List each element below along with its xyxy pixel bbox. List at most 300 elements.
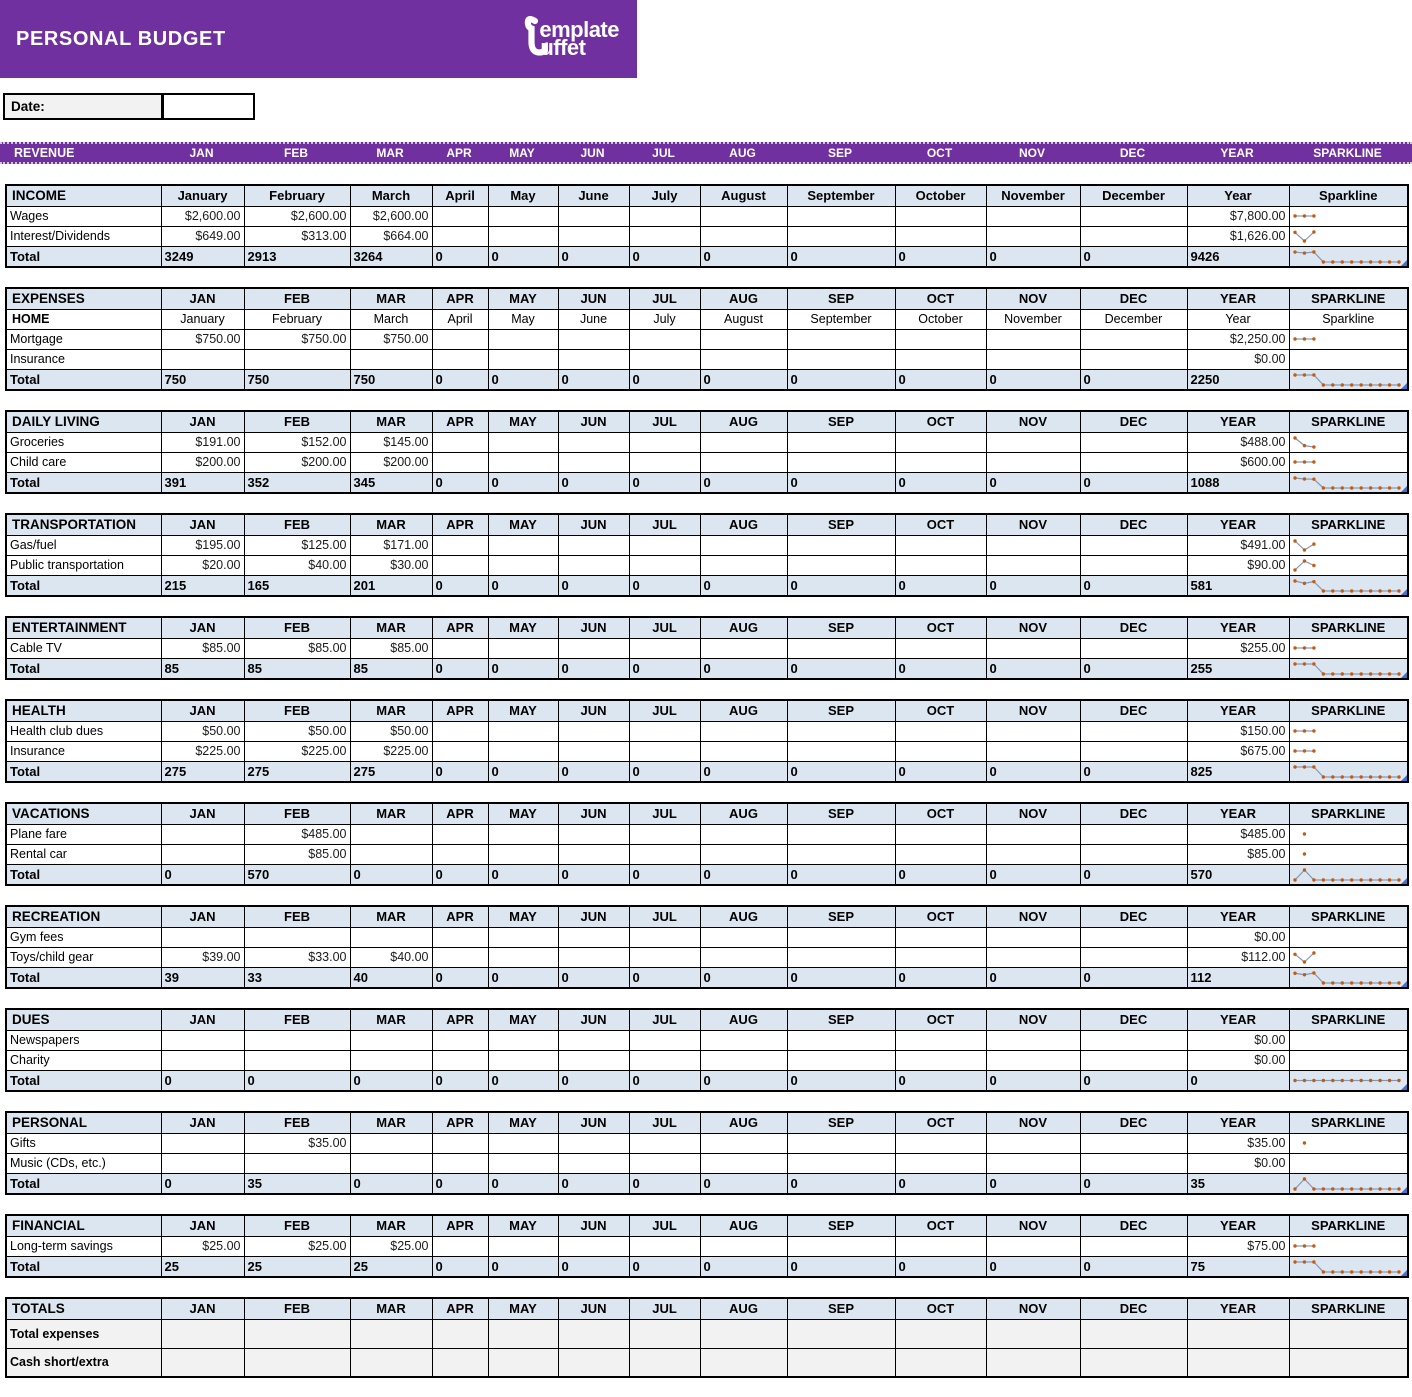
cell-gifts-may[interactable]: [488, 1133, 558, 1153]
cell-expenses-total-jun[interactable]: 0: [558, 369, 629, 390]
cell-daily-living-total-label[interactable]: Total: [6, 472, 161, 493]
header-daily-living-aug[interactable]: AUG: [700, 411, 787, 432]
cell-rental-car-jan[interactable]: [161, 844, 244, 864]
header-totals-aug[interactable]: AUG: [700, 1298, 787, 1319]
cell-entertainment-total-mar[interactable]: 85: [350, 658, 432, 679]
cell-transportation-total-jul[interactable]: 0: [629, 575, 700, 596]
cell-vacations-total-dec[interactable]: 0: [1080, 864, 1187, 885]
cell-personal-total-jun[interactable]: 0: [558, 1173, 629, 1194]
cell-financial-total-jun[interactable]: 0: [558, 1256, 629, 1277]
header-transportation-year[interactable]: YEAR: [1187, 514, 1289, 535]
cell-income-total-feb[interactable]: 2913: [244, 246, 350, 267]
cell-insurance-label[interactable]: Insurance: [6, 349, 161, 369]
cell-child-care-sep[interactable]: [787, 452, 895, 472]
cell-toys-child-gear-jun[interactable]: [558, 947, 629, 967]
cell-newspapers-may[interactable]: [488, 1030, 558, 1050]
header-personal-year[interactable]: YEAR: [1187, 1112, 1289, 1133]
cell-health-club-dues-sep[interactable]: [787, 721, 895, 741]
cell-financial-total-nov[interactable]: 0: [986, 1256, 1080, 1277]
cell-child-care-jul[interactable]: [629, 452, 700, 472]
cell-gas-fuel-sparkline[interactable]: [1289, 535, 1408, 555]
header-dues-sparkline[interactable]: SPARKLINE: [1289, 1009, 1408, 1030]
cell-daily-living-total-nov[interactable]: 0: [986, 472, 1080, 493]
header-financial-jun[interactable]: JUN: [558, 1215, 629, 1236]
cell-expenses-total-label[interactable]: Total: [6, 369, 161, 390]
cell-financial-total-label[interactable]: Total: [6, 1256, 161, 1277]
cell-total-expenses-jan[interactable]: [161, 1319, 244, 1348]
cell-gifts-dec[interactable]: [1080, 1133, 1187, 1153]
cell-recreation-total-sep[interactable]: 0: [787, 967, 895, 988]
cell-interest-dividends-dec[interactable]: [1080, 226, 1187, 246]
cell-gifts-label[interactable]: Gifts: [6, 1133, 161, 1153]
cell-toys-child-gear-may[interactable]: [488, 947, 558, 967]
cell-charity-feb[interactable]: [244, 1050, 350, 1070]
cell-public-transportation-feb[interactable]: $40.00: [244, 555, 350, 575]
cell-cash-short-extra-jun[interactable]: [558, 1348, 629, 1377]
cell-toys-child-gear-aug[interactable]: [700, 947, 787, 967]
cell-interest-dividends-feb[interactable]: $313.00: [244, 226, 350, 246]
cell-daily-living-total-dec[interactable]: 0: [1080, 472, 1187, 493]
cell-dues-total-feb[interactable]: 0: [244, 1070, 350, 1091]
cell-child-care-nov[interactable]: [986, 452, 1080, 472]
cell-newspapers-sparkline[interactable]: [1289, 1030, 1408, 1050]
cell-income-total-dec[interactable]: 0: [1080, 246, 1187, 267]
cell-vacations-total-apr[interactable]: 0: [432, 864, 488, 885]
header-vacations-jan[interactable]: JAN: [161, 803, 244, 824]
cell-long-term-savings-aug[interactable]: [700, 1236, 787, 1256]
header-financial-apr[interactable]: APR: [432, 1215, 488, 1236]
cell-groceries-jul[interactable]: [629, 432, 700, 452]
cell-recreation-total-year[interactable]: 112: [1187, 967, 1289, 988]
cell-daily-living-total-jun[interactable]: 0: [558, 472, 629, 493]
cell-insurance-year[interactable]: $675.00: [1187, 741, 1289, 761]
header-health-mar[interactable]: MAR: [350, 700, 432, 721]
cell-interest-dividends-jun[interactable]: [558, 226, 629, 246]
header-health-year[interactable]: YEAR: [1187, 700, 1289, 721]
cell-recreation-total-mar[interactable]: 40: [350, 967, 432, 988]
cell-health-total-aug[interactable]: 0: [700, 761, 787, 782]
cell-gas-fuel-may[interactable]: [488, 535, 558, 555]
cell-health-total-dec[interactable]: 0: [1080, 761, 1187, 782]
cell-rental-car-mar[interactable]: [350, 844, 432, 864]
header-personal-jan[interactable]: JAN: [161, 1112, 244, 1133]
cell-transportation-total-apr[interactable]: 0: [432, 575, 488, 596]
header-recreation-jan[interactable]: JAN: [161, 906, 244, 927]
cell-gifts-nov[interactable]: [986, 1133, 1080, 1153]
cell-cash-short-extra-jan[interactable]: [161, 1348, 244, 1377]
cell-long-term-savings-apr[interactable]: [432, 1236, 488, 1256]
header-vacations-may[interactable]: MAY: [488, 803, 558, 824]
header-totals-dec[interactable]: DEC: [1080, 1298, 1187, 1319]
subheader-january[interactable]: January: [161, 309, 244, 329]
subheader-october[interactable]: October: [895, 309, 986, 329]
cell-child-care-jun[interactable]: [558, 452, 629, 472]
header-expenses-mar[interactable]: MAR: [350, 288, 432, 309]
cell-health-club-dues-may[interactable]: [488, 721, 558, 741]
cell-total-expenses-sparkline[interactable]: [1289, 1319, 1408, 1348]
cell-recreation-total-jul[interactable]: 0: [629, 967, 700, 988]
cell-insurance-apr[interactable]: [432, 349, 488, 369]
header-financial-jul[interactable]: JUL: [629, 1215, 700, 1236]
cell-dues-total-aug[interactable]: 0: [700, 1070, 787, 1091]
cell-dues-total-oct[interactable]: 0: [895, 1070, 986, 1091]
header-dues-sep[interactable]: SEP: [787, 1009, 895, 1030]
cell-insurance-sparkline[interactable]: [1289, 741, 1408, 761]
cell-rental-car-oct[interactable]: [895, 844, 986, 864]
cell-entertainment-total-nov[interactable]: 0: [986, 658, 1080, 679]
cell-toys-child-gear-oct[interactable]: [895, 947, 986, 967]
cell-newspapers-jun[interactable]: [558, 1030, 629, 1050]
cell-cable-tv-feb[interactable]: $85.00: [244, 638, 350, 658]
header-dues-jul[interactable]: JUL: [629, 1009, 700, 1030]
header-health-nov[interactable]: NOV: [986, 700, 1080, 721]
cell-insurance-oct[interactable]: [895, 349, 986, 369]
cell-total-expenses-sep[interactable]: [787, 1319, 895, 1348]
cell-gas-fuel-nov[interactable]: [986, 535, 1080, 555]
cell-financial-total-year[interactable]: 75: [1187, 1256, 1289, 1277]
header-income-january[interactable]: January: [161, 185, 244, 206]
cell-gym-fees-dec[interactable]: [1080, 927, 1187, 947]
header-expenses-sparkline[interactable]: SPARKLINE: [1289, 288, 1408, 309]
cell-cash-short-extra-feb[interactable]: [244, 1348, 350, 1377]
cell-health-total-nov[interactable]: 0: [986, 761, 1080, 782]
cell-child-care-year[interactable]: $600.00: [1187, 452, 1289, 472]
header-totals-sep[interactable]: SEP: [787, 1298, 895, 1319]
header-expenses-apr[interactable]: APR: [432, 288, 488, 309]
cell-financial-total-feb[interactable]: 25: [244, 1256, 350, 1277]
cell-personal-total-mar[interactable]: 0: [350, 1173, 432, 1194]
cell-entertainment-total-aug[interactable]: 0: [700, 658, 787, 679]
header-vacations-feb[interactable]: FEB: [244, 803, 350, 824]
cell-dues-total-jul[interactable]: 0: [629, 1070, 700, 1091]
cell-toys-child-gear-jul[interactable]: [629, 947, 700, 967]
cell-mortgage-oct[interactable]: [895, 329, 986, 349]
cell-child-care-feb[interactable]: $200.00: [244, 452, 350, 472]
header-personal-oct[interactable]: OCT: [895, 1112, 986, 1133]
cell-groceries-jan[interactable]: $191.00: [161, 432, 244, 452]
cell-financial-total-mar[interactable]: 25: [350, 1256, 432, 1277]
cell-charity-sep[interactable]: [787, 1050, 895, 1070]
header-totals-oct[interactable]: OCT: [895, 1298, 986, 1319]
cell-music-cds-etc-jul[interactable]: [629, 1153, 700, 1173]
cell-cable-tv-jan[interactable]: $85.00: [161, 638, 244, 658]
cell-insurance-nov[interactable]: [986, 741, 1080, 761]
cell-public-transportation-dec[interactable]: [1080, 555, 1187, 575]
cell-recreation-total-aug[interactable]: 0: [700, 967, 787, 988]
header-dues-apr[interactable]: APR: [432, 1009, 488, 1030]
subheader-august[interactable]: August: [700, 309, 787, 329]
cell-total-expenses-apr[interactable]: [432, 1319, 488, 1348]
cell-gas-fuel-mar[interactable]: $171.00: [350, 535, 432, 555]
header-health-oct[interactable]: OCT: [895, 700, 986, 721]
cell-wages-jul[interactable]: [629, 206, 700, 226]
subheader-sparkline[interactable]: Sparkline: [1289, 309, 1408, 329]
cell-dues-total-jan[interactable]: 0: [161, 1070, 244, 1091]
cell-financial-total-apr[interactable]: 0: [432, 1256, 488, 1277]
cell-health-club-dues-mar[interactable]: $50.00: [350, 721, 432, 741]
cell-recreation-total-oct[interactable]: 0: [895, 967, 986, 988]
header-vacations-apr[interactable]: APR: [432, 803, 488, 824]
subheader-year[interactable]: Year: [1187, 309, 1289, 329]
header-vacations-year[interactable]: YEAR: [1187, 803, 1289, 824]
cell-entertainment-total-may[interactable]: 0: [488, 658, 558, 679]
cell-newspapers-label[interactable]: Newspapers: [6, 1030, 161, 1050]
cell-personal-total-nov[interactable]: 0: [986, 1173, 1080, 1194]
cell-newspapers-jul[interactable]: [629, 1030, 700, 1050]
header-dues-year[interactable]: YEAR: [1187, 1009, 1289, 1030]
cell-expenses-total-aug[interactable]: 0: [700, 369, 787, 390]
cell-cash-short-extra-jul[interactable]: [629, 1348, 700, 1377]
cell-entertainment-total-sep[interactable]: 0: [787, 658, 895, 679]
cell-public-transportation-jun[interactable]: [558, 555, 629, 575]
cell-groceries-oct[interactable]: [895, 432, 986, 452]
header-entertainment-jul[interactable]: JUL: [629, 617, 700, 638]
cell-financial-total-jan[interactable]: 25: [161, 1256, 244, 1277]
header-entertainment-dec[interactable]: DEC: [1080, 617, 1187, 638]
cell-dues-total-year[interactable]: 0: [1187, 1070, 1289, 1091]
cell-plane-fare-jun[interactable]: [558, 824, 629, 844]
cell-groceries-mar[interactable]: $145.00: [350, 432, 432, 452]
header-health-sep[interactable]: SEP: [787, 700, 895, 721]
header-transportation-nov[interactable]: NOV: [986, 514, 1080, 535]
cell-gym-fees-jan[interactable]: [161, 927, 244, 947]
cell-public-transportation-mar[interactable]: $30.00: [350, 555, 432, 575]
cell-wages-mar[interactable]: $2,600.00: [350, 206, 432, 226]
header-financial-year[interactable]: YEAR: [1187, 1215, 1289, 1236]
date-input[interactable]: [163, 93, 255, 120]
header-recreation-dec[interactable]: DEC: [1080, 906, 1187, 927]
cell-daily-living-total-jul[interactable]: 0: [629, 472, 700, 493]
subheader-label[interactable]: HOME: [6, 309, 161, 329]
cell-rental-car-dec[interactable]: [1080, 844, 1187, 864]
cell-vacations-total-oct[interactable]: 0: [895, 864, 986, 885]
cell-newspapers-sep[interactable]: [787, 1030, 895, 1050]
cell-child-care-aug[interactable]: [700, 452, 787, 472]
cell-entertainment-total-dec[interactable]: 0: [1080, 658, 1187, 679]
cell-recreation-total-feb[interactable]: 33: [244, 967, 350, 988]
cell-total-expenses-year[interactable]: [1187, 1319, 1289, 1348]
cell-rental-car-jun[interactable]: [558, 844, 629, 864]
cell-mortgage-mar[interactable]: $750.00: [350, 329, 432, 349]
subheader-november[interactable]: November: [986, 309, 1080, 329]
cell-gas-fuel-oct[interactable]: [895, 535, 986, 555]
cell-newspapers-oct[interactable]: [895, 1030, 986, 1050]
cell-interest-dividends-nov[interactable]: [986, 226, 1080, 246]
cell-health-club-dues-jun[interactable]: [558, 721, 629, 741]
cell-expenses-total-sparkline[interactable]: [1289, 369, 1408, 390]
cell-rental-car-year[interactable]: $85.00: [1187, 844, 1289, 864]
header-recreation-jun[interactable]: JUN: [558, 906, 629, 927]
cell-rental-car-may[interactable]: [488, 844, 558, 864]
header-dues-feb[interactable]: FEB: [244, 1009, 350, 1030]
header-health-aug[interactable]: AUG: [700, 700, 787, 721]
cell-health-total-jul[interactable]: 0: [629, 761, 700, 782]
cell-health-club-dues-dec[interactable]: [1080, 721, 1187, 741]
cell-income-total-apr[interactable]: 0: [432, 246, 488, 267]
cell-insurance-apr[interactable]: [432, 741, 488, 761]
cell-mortgage-sep[interactable]: [787, 329, 895, 349]
header-daily-living[interactable]: DAILY LIVING: [6, 411, 161, 432]
cell-insurance-jun[interactable]: [558, 741, 629, 761]
header-vacations-sparkline[interactable]: SPARKLINE: [1289, 803, 1408, 824]
header-dues-oct[interactable]: OCT: [895, 1009, 986, 1030]
header-financial-aug[interactable]: AUG: [700, 1215, 787, 1236]
header-daily-living-sparkline[interactable]: SPARKLINE: [1289, 411, 1408, 432]
cell-gym-fees-sep[interactable]: [787, 927, 895, 947]
cell-long-term-savings-jan[interactable]: $25.00: [161, 1236, 244, 1256]
cell-gas-fuel-sep[interactable]: [787, 535, 895, 555]
cell-public-transportation-sep[interactable]: [787, 555, 895, 575]
header-financial-dec[interactable]: DEC: [1080, 1215, 1187, 1236]
header-transportation-may[interactable]: MAY: [488, 514, 558, 535]
cell-income-total-may[interactable]: 0: [488, 246, 558, 267]
header-health-feb[interactable]: FEB: [244, 700, 350, 721]
cell-dues-total-sep[interactable]: 0: [787, 1070, 895, 1091]
cell-mortgage-aug[interactable]: [700, 329, 787, 349]
header-expenses-nov[interactable]: NOV: [986, 288, 1080, 309]
header-transportation-dec[interactable]: DEC: [1080, 514, 1187, 535]
header-recreation-aug[interactable]: AUG: [700, 906, 787, 927]
cell-plane-fare-year[interactable]: $485.00: [1187, 824, 1289, 844]
cell-gifts-jan[interactable]: [161, 1133, 244, 1153]
cell-transportation-total-label[interactable]: Total: [6, 575, 161, 596]
header-expenses-oct[interactable]: OCT: [895, 288, 986, 309]
cell-transportation-total-jun[interactable]: 0: [558, 575, 629, 596]
header-financial-sparkline[interactable]: SPARKLINE: [1289, 1215, 1408, 1236]
cell-financial-total-oct[interactable]: 0: [895, 1256, 986, 1277]
header-daily-living-sep[interactable]: SEP: [787, 411, 895, 432]
cell-cash-short-extra-mar[interactable]: [350, 1348, 432, 1377]
header-vacations-sep[interactable]: SEP: [787, 803, 895, 824]
header-recreation-mar[interactable]: MAR: [350, 906, 432, 927]
cell-rental-car-feb[interactable]: $85.00: [244, 844, 350, 864]
cell-expenses-total-jan[interactable]: 750: [161, 369, 244, 390]
cell-entertainment-total-feb[interactable]: 85: [244, 658, 350, 679]
cell-insurance-jul[interactable]: [629, 741, 700, 761]
cell-gym-fees-feb[interactable]: [244, 927, 350, 947]
cell-recreation-total-dec[interactable]: 0: [1080, 967, 1187, 988]
cell-cable-tv-dec[interactable]: [1080, 638, 1187, 658]
header-personal-jun[interactable]: JUN: [558, 1112, 629, 1133]
cell-dues-total-dec[interactable]: 0: [1080, 1070, 1187, 1091]
cell-charity-aug[interactable]: [700, 1050, 787, 1070]
cell-cash-short-extra-nov[interactable]: [986, 1348, 1080, 1377]
cell-health-total-year[interactable]: 825: [1187, 761, 1289, 782]
cell-cable-tv-jul[interactable]: [629, 638, 700, 658]
cell-plane-fare-jul[interactable]: [629, 824, 700, 844]
cell-vacations-total-jul[interactable]: 0: [629, 864, 700, 885]
cell-newspapers-mar[interactable]: [350, 1030, 432, 1050]
cell-gas-fuel-feb[interactable]: $125.00: [244, 535, 350, 555]
cell-toys-child-gear-sparkline[interactable]: [1289, 947, 1408, 967]
cell-music-cds-etc-sep[interactable]: [787, 1153, 895, 1173]
cell-health-total-jun[interactable]: 0: [558, 761, 629, 782]
cell-interest-dividends-mar[interactable]: $664.00: [350, 226, 432, 246]
cell-gas-fuel-jul[interactable]: [629, 535, 700, 555]
header-vacations-jun[interactable]: JUN: [558, 803, 629, 824]
cell-health-club-dues-aug[interactable]: [700, 721, 787, 741]
cell-charity-apr[interactable]: [432, 1050, 488, 1070]
header-daily-living-may[interactable]: MAY: [488, 411, 558, 432]
header-personal-may[interactable]: MAY: [488, 1112, 558, 1133]
cell-insurance-mar[interactable]: [350, 349, 432, 369]
cell-cash-short-extra-may[interactable]: [488, 1348, 558, 1377]
header-dues-aug[interactable]: AUG: [700, 1009, 787, 1030]
cell-financial-total-aug[interactable]: 0: [700, 1256, 787, 1277]
cell-groceries-jun[interactable]: [558, 432, 629, 452]
header-transportation-sparkline[interactable]: SPARKLINE: [1289, 514, 1408, 535]
header-recreation[interactable]: RECREATION: [6, 906, 161, 927]
header-transportation[interactable]: TRANSPORTATION: [6, 514, 161, 535]
cell-health-club-dues-jul[interactable]: [629, 721, 700, 741]
cell-gifts-aug[interactable]: [700, 1133, 787, 1153]
cell-entertainment-total-label[interactable]: Total: [6, 658, 161, 679]
cell-public-transportation-aug[interactable]: [700, 555, 787, 575]
header-health[interactable]: HEALTH: [6, 700, 161, 721]
header-daily-living-year[interactable]: YEAR: [1187, 411, 1289, 432]
cell-vacations-total-mar[interactable]: 0: [350, 864, 432, 885]
cell-charity-sparkline[interactable]: [1289, 1050, 1408, 1070]
cell-daily-living-total-jan[interactable]: 391: [161, 472, 244, 493]
cell-daily-living-total-feb[interactable]: 352: [244, 472, 350, 493]
cell-income-total-jun[interactable]: 0: [558, 246, 629, 267]
header-health-may[interactable]: MAY: [488, 700, 558, 721]
cell-total-expenses-mar[interactable]: [350, 1319, 432, 1348]
header-entertainment-may[interactable]: MAY: [488, 617, 558, 638]
cell-gym-fees-nov[interactable]: [986, 927, 1080, 947]
header-vacations-oct[interactable]: OCT: [895, 803, 986, 824]
cell-vacations-total-jun[interactable]: 0: [558, 864, 629, 885]
header-entertainment-year[interactable]: YEAR: [1187, 617, 1289, 638]
cell-groceries-nov[interactable]: [986, 432, 1080, 452]
cell-recreation-total-sparkline[interactable]: [1289, 967, 1408, 988]
cell-mortgage-jun[interactable]: [558, 329, 629, 349]
cell-expenses-total-jul[interactable]: 0: [629, 369, 700, 390]
header-daily-living-oct[interactable]: OCT: [895, 411, 986, 432]
cell-music-cds-etc-sparkline[interactable]: [1289, 1153, 1408, 1173]
cell-dues-total-nov[interactable]: 0: [986, 1070, 1080, 1091]
cell-wages-year[interactable]: $7,800.00: [1187, 206, 1289, 226]
cell-insurance-sep[interactable]: [787, 349, 895, 369]
cell-rental-car-sep[interactable]: [787, 844, 895, 864]
header-totals-jun[interactable]: JUN: [558, 1298, 629, 1319]
cell-vacations-total-nov[interactable]: 0: [986, 864, 1080, 885]
header-income-april[interactable]: April: [432, 185, 488, 206]
cell-transportation-total-feb[interactable]: 165: [244, 575, 350, 596]
cell-cable-tv-aug[interactable]: [700, 638, 787, 658]
cell-toys-child-gear-jan[interactable]: $39.00: [161, 947, 244, 967]
cell-insurance-feb[interactable]: [244, 349, 350, 369]
cell-income-total-sparkline[interactable]: [1289, 246, 1408, 267]
header-health-dec[interactable]: DEC: [1080, 700, 1187, 721]
header-dues[interactable]: DUES: [6, 1009, 161, 1030]
cell-plane-fare-aug[interactable]: [700, 824, 787, 844]
cell-groceries-dec[interactable]: [1080, 432, 1187, 452]
cell-income-total-jul[interactable]: 0: [629, 246, 700, 267]
cell-child-care-dec[interactable]: [1080, 452, 1187, 472]
header-entertainment-apr[interactable]: APR: [432, 617, 488, 638]
cell-wages-aug[interactable]: [700, 206, 787, 226]
cell-dues-total-may[interactable]: 0: [488, 1070, 558, 1091]
cell-income-total-sep[interactable]: 0: [787, 246, 895, 267]
cell-health-total-may[interactable]: 0: [488, 761, 558, 782]
header-financial-nov[interactable]: NOV: [986, 1215, 1080, 1236]
header-financial[interactable]: FINANCIAL: [6, 1215, 161, 1236]
cell-cable-tv-mar[interactable]: $85.00: [350, 638, 432, 658]
cell-long-term-savings-jun[interactable]: [558, 1236, 629, 1256]
subheader-december[interactable]: December: [1080, 309, 1187, 329]
cell-child-care-oct[interactable]: [895, 452, 986, 472]
